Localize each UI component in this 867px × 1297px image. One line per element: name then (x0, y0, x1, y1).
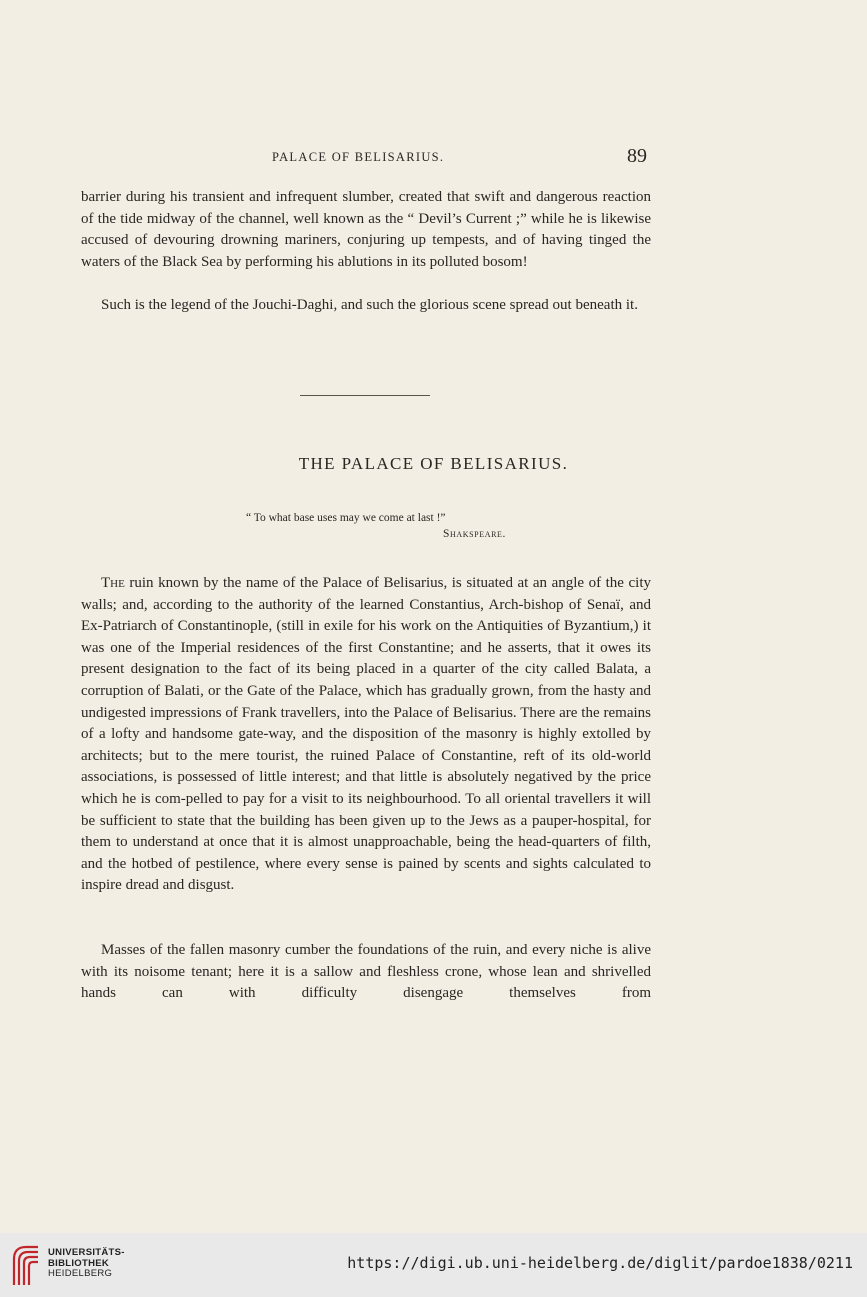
page-number: 89 (627, 145, 647, 167)
paragraph-legend (81, 295, 651, 317)
institution-line-2: BIBLIOTHEK (48, 1257, 110, 1269)
epigraph (246, 510, 506, 542)
institution-line-1: UNIVERSITÄTS- (48, 1247, 125, 1258)
paragraph-body: ruin known by the name of the Palace of Belisarius, is situated at an angle of the city walls; and, according to the authority of the learned Constantius, Arch-bishop of Senaï, and Ex-Patriarch of Constantinople, (still in exile for his work on the Antiquities of Byzantium,) it was one of the Imperial residences of the first Constantine; and he asserts, that it owes its present designation to the fact of its being placed in a quarter of the city called Balata, a corruption of Balati, or the Gate of the Palace, which has gradually grown, from the hasty and undigested impressions of Frank travellers, into the Palace of Belisarius. There are the remains of a lofty and handsome gate-way, and the disposition of the masonry is highly extolled by architects; but to the mere tourist, the ruined Palace of Constantine, reft of its old-world associations, is possessed of little interest; and that little is absolutely negatived by the price which he is com-pelled to pay for a visit to its neighbourhood. To all oriental travellers it will be sufficient to state that the building has been given up to the Jews as a pauper-hospital, for them to understand at once that it is almost unapproachable, being the head-quarters of filth, and the hotbed of pestilence, where every sense is pained by scents and sights calculated to inspire dread and disgust. (81, 575, 651, 894)
running-head-title: PALACE OF BELISARIUS. (272, 150, 445, 164)
paragraph-masonry (81, 940, 651, 1005)
epigraph-quote: “ To what base uses may we come at last !” (246, 512, 446, 524)
paragraph-continued (81, 187, 651, 273)
paragraph-text: Masses of the fallen masonry cumber the foundations of the ruin, and every niche is alive with its noisome tenant; here it is a sallow and fleshless crone, whose lean and shrivelled hands can with difficulty disengage themselves from (81, 942, 651, 1002)
institution-line-3: HEIDELBERG (48, 1268, 113, 1279)
opening-word: The (101, 575, 125, 591)
paragraph-text: Such is the legend of the Jouchi-Daghi, and such the glorious scene spread out beneath it. (101, 297, 638, 313)
paragraph-opening (81, 573, 651, 897)
section-divider (300, 395, 430, 396)
paragraph-text (81, 573, 651, 897)
chapter-title: THE PALACE OF BELISARIUS. (298, 454, 569, 473)
epigraph-attribution: Shakspeare. (443, 528, 506, 540)
permalink-url[interactable]: https://digi.ub.uni-heidelberg.de/diglit/pardoe1838/0211 (347, 1254, 853, 1272)
paragraph-text: barrier during his transient and infrequent slumber, created that swift and dangerous reaction of the tide midway of the channel, well known as the “ Devil’s Current ;” while he is likewise accused of devouring drowning mariners, conjuring up tempests, and of having tinged the waters of the Black Sea by performing his ablutions in its polluted bosom! (81, 189, 651, 270)
ub-heidelberg-logo-icon[interactable] (10, 1243, 42, 1287)
institution-name[interactable] (48, 1248, 125, 1280)
footer-bar (0, 1233, 867, 1297)
